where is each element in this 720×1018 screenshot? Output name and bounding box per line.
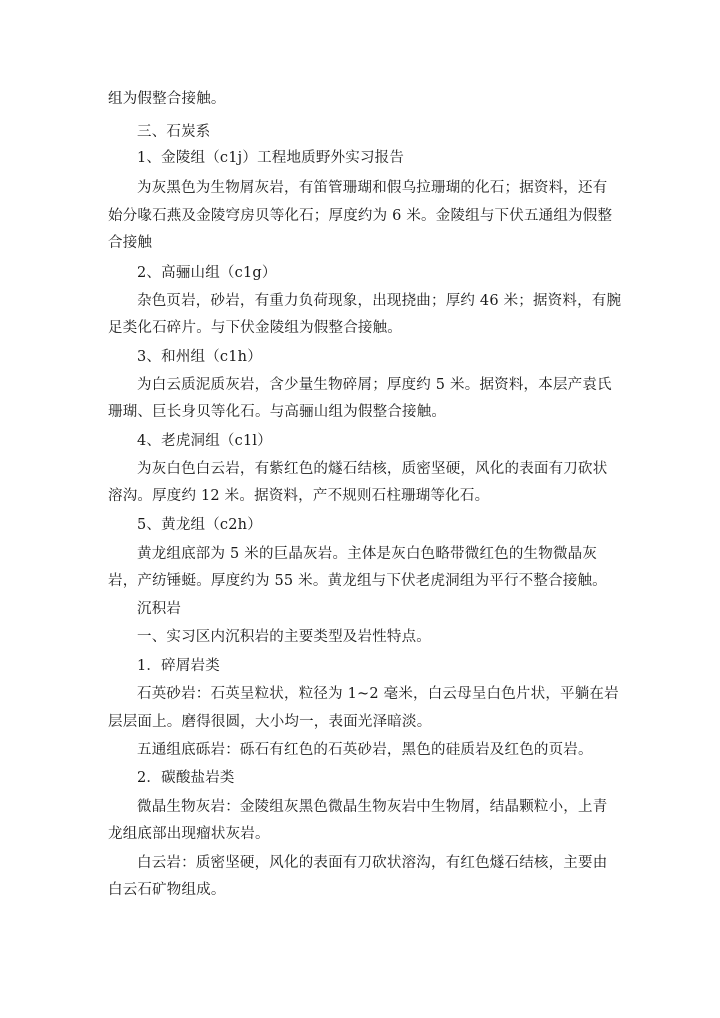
subsection-heading: 2．碳酸盐岩类 bbox=[137, 770, 235, 786]
paragraph-line: 白云岩：质密坚硬，风化的表面有刀砍状溶沟，有红色燧石结核，主要由 bbox=[137, 855, 608, 871]
paragraph-line: 白云石矿物组成。 bbox=[108, 882, 226, 898]
paragraph-line: 溶沟。厚度约 12 米。据资料，产不规则石柱珊瑚等化石。 bbox=[108, 488, 490, 504]
paragraph-line: 合接触 bbox=[108, 235, 153, 251]
paragraph-line: 珊瑚、巨长身贝等化石。与高骊山组为假整合接触。 bbox=[108, 404, 447, 420]
subsection-heading: 1．碎屑岩类 bbox=[137, 658, 220, 674]
paragraph-line: 层层面上。磨得很圆，大小均一，表面光泽暗淡。 bbox=[108, 714, 432, 730]
paragraph-line: 始分喙石燕及金陵穹房贝等化石；厚度约为 6 米。金陵组与下伏五通组为假整 bbox=[108, 208, 613, 224]
paragraph-line: 为灰白色白云岩，有紫红色的燧石结核，质密坚硬，风化的表面有刀砍状 bbox=[137, 461, 608, 477]
paragraph-line: 微晶生物灰岩：金陵组灰黑色微晶生物灰岩中生物屑，结晶颗粒小，上青 bbox=[137, 799, 608, 815]
paragraph-line: 为白云质泥质灰岩，含少量生物碎屑；厚度约 5 米。据资料，本层产袁氏 bbox=[137, 377, 612, 393]
subsection-heading: 3、和州组（c1h） bbox=[137, 349, 262, 365]
paragraph-line: 石英砂岩：石英呈粒状，粒径为 1~2 毫米，白云母呈白色片状，平躺在岩 bbox=[137, 686, 619, 702]
subsection-heading: 5、黄龙组（c2h） bbox=[137, 517, 262, 533]
paragraph-line: 组为假整合接触。 bbox=[108, 91, 226, 107]
paragraph-line: 岩，产纺锤蜓。厚度约为 55 米。黄龙组与下伏老虎洞组为平行不整合接触。 bbox=[108, 573, 607, 589]
paragraph-line: 黄龙组底部为 5 米的巨晶灰岩。主体是灰白色略带微红色的生物微晶灰 bbox=[137, 546, 598, 562]
paragraph-line: 五通组底砾岩：砾石有红色的石英砂岩，黑色的硅质岩及红色的页岩。 bbox=[137, 742, 593, 758]
paragraph-line: 为灰黑色为生物屑灰岩，有笛管珊瑚和假乌拉珊瑚的化石；据资料，还有 bbox=[137, 180, 608, 196]
subsection-heading: 4、老虎洞组（c1l） bbox=[137, 433, 272, 449]
paragraph-line: 足类化石碎片。与下伏金陵组为假整合接触。 bbox=[108, 320, 402, 336]
section-heading: 沉积岩 bbox=[137, 601, 182, 617]
subsection-heading: 2、高骊山组（c1g） bbox=[137, 265, 277, 281]
section-heading: 一、实习区内沉积岩的主要类型及岩性特点。 bbox=[137, 629, 431, 645]
section-heading: 三、石炭系 bbox=[137, 124, 211, 140]
paragraph-line: 龙组底部出现瘤状灰岩。 bbox=[108, 826, 270, 842]
subsection-heading: 1、金陵组（c1j）工程地质野外实习报告 bbox=[137, 150, 405, 166]
paragraph-line: 杂色页岩，砂岩，有重力负荷现象，出现挠曲；厚约 46 米；据资料，有腕 bbox=[137, 293, 622, 309]
